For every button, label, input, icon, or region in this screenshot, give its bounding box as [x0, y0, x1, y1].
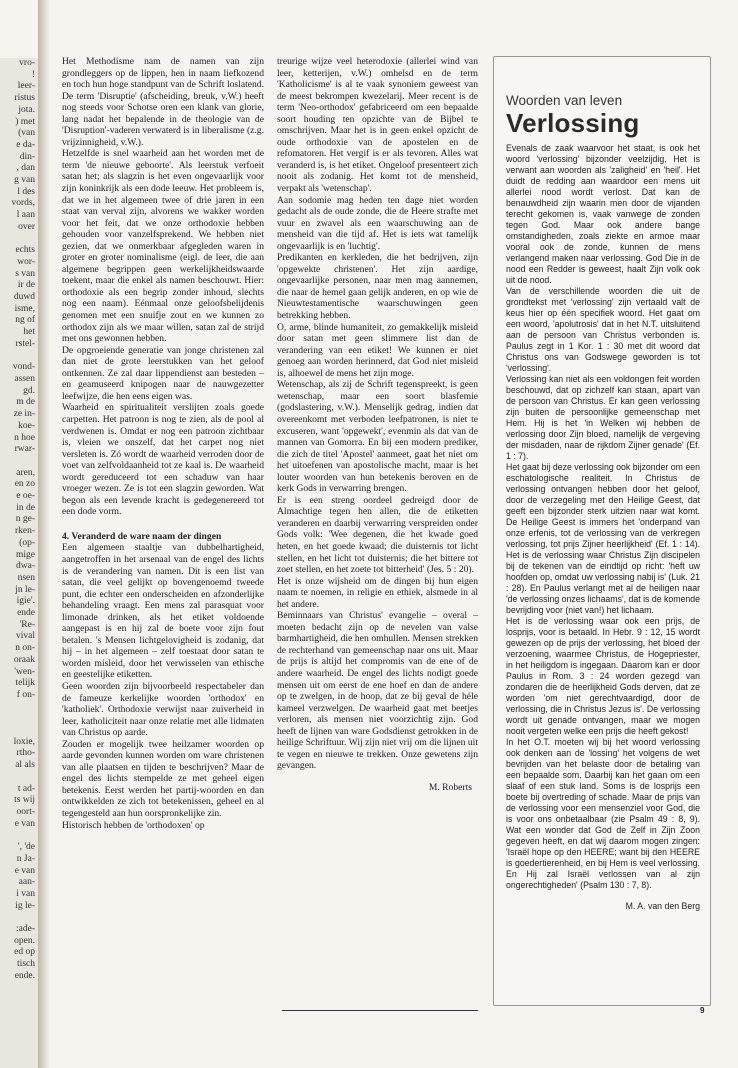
- bleed-line: vro-: [19, 58, 35, 68]
- col2-paragraph: Predikanten en kerkleden, die het bedrijven, zijn 'opgewekte christenen'. Het zijn aardige, ongevaarlijke personen, naar men mag aannemen, die naar de hemel gaan gelijk anderen, en op wie de Nieuwtestamentische waarschuwingen geen betrekking hebben.: [277, 252, 478, 322]
- bleed-line: ristus: [14, 93, 35, 104]
- bleed-line: ze in-: [13, 409, 35, 420]
- bleed-line: ) met: [15, 116, 35, 127]
- col2-paragraph: O, arme, blinde humaniteit, zo gemakkelijk misleid door satan met geen slimmere list dan de verandering van een etiket! We kunnen er niet genoeg aan worden herinnerd, dat God niet misleid is, alhoewel de mens het zijn moge.: [277, 321, 478, 379]
- bleed-line: het: [23, 327, 35, 338]
- bleed-line: [0, 234, 38, 246]
- sidebar-text: [506, 143, 700, 912]
- bleed-line: e da-: [16, 139, 35, 150]
- sidebar-paragraph: Het gaat bij deze verlossing ook bijzonder om een eschatologische realiteit. In Christus de verlossing ontvangen hebben door het geloof, door de verzegeling met den Heilige Geest, dat geeft een bijzonder sterk uitzien naar wat komt. De Heilige Geest is immers het 'onderpand van onze erfenis, tot de verlossing van de verkregen verlossing, tot prijs Zijner heerlijkheid' (Ef. 1 : 14). Het is de verlossing waar Christus Zijn discipelen bij de tekenen van de eindtijd op richt: 'heft uw hoofden op, omdat uw verlossing nabij is' (Luk. 21 : 28). En Paulus verlangt met al de heiligen naar 'de verlossing onzes lichaams', dat is de komende bevrijding voor (niet van!) het lichaam.: [506, 462, 700, 615]
- bleed-line: [0, 912, 38, 924]
- col2-paragraph: treurige wijze veel heterodoxie (allerlei wind van leer, ketterijen, v.W.) omhelsd en de term 'Katholicisme' is al te vaak synoniem geweest van de meest bekrompen kwezelarij. Meer recent is de term 'Neo-orthodox' gefabriceerd om een bepaalde soort houding ten opzichte van de Bijbel te omschrijven. Maar het is in geen enkel opzicht de oude orthodoxie van de apostelen en de refomatoren. Het vergif is er als tevoren. Alles wat veranderd is, is het etiket. Ongeloof presenteert zich nooit als zodanig. Het komt tot de mensheid, verpakt als 'wetenschap'.: [277, 56, 478, 195]
- section-heading: 4. Veranderd de ware naam der dingen: [62, 530, 222, 542]
- page-number: 9: [700, 1006, 705, 1015]
- bleed-line: g van: [14, 175, 35, 186]
- bleed-line: [0, 456, 38, 468]
- col1-paragraph: Het Methodisme nam de namen van zijn grondleggers op de lippen, hen in naam liefkozend en toch hun hoge standpunt van de Schrift loslatend. De term 'Disruptie' (afscheiding, breuk, v.W.) heeft nog steeds voor Schotse oren een klank van glorie, lang nadat het bepalende in de theologie van de 'Disruption'-vaderen verwaterd is in liberalisme (z.g. vrijzinnigheid, v.W.).: [62, 56, 264, 148]
- sidebar-paragraph: In het O.T. moeten wij bij het woord verlossing ook denken aan de 'lossing' het volgens de wet bevrijden van het belaste door de betaling van een bepaalde som. Daarbij kan het gaan om een slaaf of een stuk land. Soms is de losprijs een boete bij overtreding of schade. Maar de prijs van de verlossing voor een mensenziel voor God, die is voor ons onbetaalbaar (zie Psalm 49 : 8, 9). Wat een wonder dat God de Zelf in Zijn Zoon gegeven heeft, en dat wij daarom mogen zingen: 'Israël hope op den HEERE; want bij den HEERE is goedertierenheid, en bij Hem is veel verlossing. En Hij zal Israël verlossen van al zijn ongerechtigheden' (Psalm 130 : 7, 8).: [506, 737, 700, 890]
- bleed-line: [0, 830, 38, 842]
- sidebar-signature: M. A. van den Berg: [625, 901, 700, 911]
- col1-paragraph: Een algemeen staaltje van dubbelhartigheid, aangetroffen in het arsenaal van de engel des lichts is de verandering van namen. Dit is een list van satan, die veel gelijkt op bovengenoemd tweede punt, die echter een onderscheiden en afzonderlijke behandeling vraagt. Een mens zal parasquat voor limonade drinken, als het etiket voldoende aangepast is en hij zal de boete voor zijn fout betalen. 's Mensen lichtgelovigheid is zodanig, dat hij – in het algemeen – zelf toestaat door satan te worden misleid, door het verwisselen van ethische en geestelijke etiketten.: [62, 542, 264, 681]
- bleed-line: jn le-: [15, 584, 35, 595]
- article-signature: M. Roberts: [428, 781, 472, 793]
- bleed-line: n hoe: [14, 432, 35, 443]
- bleed-line: over: [18, 221, 35, 232]
- bleed-line: wor-: [17, 256, 35, 267]
- bleed-line: :ade-: [16, 924, 35, 935]
- col1-paragraph: De opgroeiende generatie van jonge christenen zal dan niet de grote leerstukken van het geloof ontkennen. Ze zal daar lippendienst aan besteden – en geamuseerd knipogen naar de nauwgezetter leefwijze, die hen eens eigen was.: [62, 344, 264, 402]
- previous-page-bleed: [0, 58, 38, 1068]
- bleed-line: rken-: [14, 526, 35, 537]
- bleed-line: assen: [14, 373, 35, 384]
- bleed-line: ende.: [14, 970, 35, 981]
- bleed-line: oraak: [13, 654, 35, 665]
- col2-paragraph: Beminnaars van Christus' evangelie – overal – moeten bedacht zijn op de nevelen van valse barmhartigheid, die hen omhullen. Mensen strekken de rechterhand van gemeenschap naar ons uit. Maar de prijs is altijd het compromis van de ene of de andere waarheid. De engel des lichts nodigt goede mensen uit om eerst de ene hoef en dan de andere op te zwelgen, in de hoop, dat ze bij geval de héle kameel verzwelgen. De waarheid gaat met beetjes verloren, als mensen niet voorzichtig zijn. God heeft de lijnen van ware Godsdienst getrokken in de heilige Schriftuur. Wij zijn niet vrij om die lijnen uit te vegen en nieuwe te trekken. Onze gewetens zijn gevangen.: [277, 610, 478, 772]
- bleed-line: koe-: [18, 420, 35, 431]
- bleed-line: rwar-: [14, 444, 35, 455]
- sidebar-paragraph: Het is de verlossing waar ook een prijs, de losprijs, voor is betaald. In Hebr. 9 : 12, 15 wordt gewezen op de prijs der verlossing, het bloed der verzoening, waarmee Christus, de Hogepriester, in het heiligdom is ingegaan. Daarom kan er door Paulus in Rom. 3 : 24 worden gezegd van zondaren die de heerlijkheid Gods derven, dat ze worden 'om niet gerechtvaardigd, door de verlossing, die in Christus Jezus is'. De verlossing wordt uit genade ontvangen, maar we mogen nooit vergeten welke een prijs die heeft gekost!: [506, 616, 700, 736]
- column-end-rule: [282, 1010, 478, 1011]
- bleed-line: 'wen-: [14, 666, 35, 677]
- article-column-2: [277, 56, 478, 793]
- bleed-line: !: [31, 69, 35, 80]
- bleed-line: din-: [19, 151, 35, 162]
- col2-paragraph: Wetenschap, als zij de Schrift tegenspreekt, is geen wetenschap, maar een soort blasfemie (godslastering, v.W.). Menselijk gedrag, indien dat overeenkomt met verboden leefpatronen, is niet te excuseren, want 'opgewekt', evenmin als dat van de mannen van Gomorra. En bij een modern prediker, die zich de titel 'Apostel' aanmeet, gaat het niet om het uitoefenen van apostolische macht, maar is het louter woorden van hun betekenis beroven en de kerk Gods in verwarring brengen.: [277, 379, 478, 495]
- bleed-line: e van: [14, 865, 35, 876]
- bleed-line: nsen: [17, 572, 35, 583]
- bleed-line: [0, 772, 38, 784]
- bleed-line: tisch: [17, 959, 35, 970]
- bleed-line: loxie,: [13, 736, 35, 747]
- bleed-line: leer-: [17, 81, 35, 92]
- paragraph-spacer: [62, 518, 264, 529]
- page-gutter: [38, 0, 50, 1068]
- bleed-line: [0, 713, 38, 725]
- bleed-line: i van: [16, 888, 35, 899]
- bleed-line: (van: [18, 128, 35, 139]
- bleed-line: jota.: [18, 104, 35, 115]
- col1-paragraph: Waarheid en spiritualiteit verslijten zoals goede carpetten. Het patroon is nog te zien, als de pool al verdwenen is. Omdat er nog een patroon zichtbaar is, vleien we onszelf, dat het carpet nog niet versleten is. Zó wordt de waarheid verroden door de voet van zelfvoldaanheid tot ze kaal is. De waarheid wordt gereduceerd tot een schaduw van haar vroeger wezen. Ze is tot een slagzin geworden. Wat begon als een levende kracht is gedegenereerd tot een dode vorm.: [62, 402, 264, 518]
- col1-paragraph: Hetzelfde is snel waarheid aan het worden met de term 'de nieuwe geboorte'. Als leerstuk verfoeit satan het; als slagzin is het even ongevaarlijk voor zijn koninkrijk als een dode leeuw. Het probleem is, dat we in het algemeen twee of drie jaren in een staat van verval zijn, alvorens we wakker worden voor het feit, dat we onze orthodoxie hebben gehouden voor vanzelfsprekend. We hebben niet gezien, dat we onmerkbaar afgegleden waren in groter en groter nominalisme (eigl. de leer, die aan algemene begrippen geen werkelijkheidswaarde toekent, maar die enkel als namen beschouwt. Hier: orthodoxie als een begrip zonder inhoud, slechts nog een naam). Eénmaal onze geloofsbelijdenis genomen met een snuifje zout en we kunnen zo orthodox zijn als we maar willen, satan zal de strijd met ons gewonnen hebben.: [62, 148, 264, 345]
- bleed-line: l aan: [16, 210, 35, 221]
- col1-paragraph: Zouden er mogelijk twee heilzamer woorden op aarde gevonden kunnen worden om ware christenen van alle plaatsen en tijden te beschrijven? Maar de engel des lichts stempelde ze met geheel eigen betekenis. Eerst werden het partij-woorden en dan ontwikkelden ze zich tot betekenissen, geheel en al tegengesteld aan hun oorspronkelijke zin.: [62, 738, 264, 819]
- bleed-line: en zo: [14, 479, 35, 490]
- col1-paragraph: Geen woorden zijn bijvoorbeeld respectabeler dan de fameuze kerkelijke woorden 'orthodox' en 'katholiek'. Orthodoxie verwijst naar zuiverheid in leer, katholiciteit naar onze relatie met alle lidmaten van Christus op aarde.: [62, 680, 264, 739]
- bleed-line: , dan: [16, 163, 35, 174]
- bleed-line: open.: [14, 935, 35, 946]
- bleed-line: ts wij: [14, 795, 35, 806]
- bleed-line: ig le-: [15, 900, 35, 911]
- bleed-line: dwa-: [16, 561, 35, 572]
- bleed-line: in de: [16, 502, 35, 513]
- col2-paragraph: Aan sodomie mag heden ten dage niet worden gedacht als de oude zonde, die de Heere strafte met vuur en zwavel als een waarschuwing aan de mensheid van die tijd af. Het is iets wat tamelijk ongevaarlijk is en 'luchtig'.: [277, 194, 478, 252]
- bleed-line: n Ja-: [16, 853, 35, 864]
- col2-paragraph: Het is onze wijsheid om de dingen bij hun eigen naam te noemen, in religie en ethiek, alsmede in al het andere.: [277, 575, 478, 610]
- bleed-line: duwd: [13, 292, 35, 303]
- sidebar-paragraph: Verlossing kan niet als een voldongen feit worden beschouwd, dat op zichzelf kan staan, apart van de persoon van Christus. Er kan geen verlossing zijn buiten de persoonlijke gemeenschap met Hem. Hij is het 'in Welken wij hebben de verlossing door Zijn bloed, namelijk de vergeving der misdaden, naar de rijkdom Zijner genade' (Ef. 1 : 7).: [506, 374, 700, 461]
- sidebar-box: [493, 56, 711, 1006]
- bleed-line: aan-: [18, 877, 35, 888]
- bleed-line: vond-: [12, 362, 35, 373]
- bleed-line: s van: [15, 268, 35, 279]
- sidebar-kicker: Woorden van leven: [506, 93, 623, 108]
- bleed-line: echts: [15, 245, 35, 256]
- bleed-line: t ad-: [17, 783, 35, 794]
- bleed-line: [0, 351, 38, 363]
- bleed-line: n ge-: [15, 514, 35, 525]
- bleed-line: isme,: [14, 303, 35, 314]
- bleed-line: ', 'de: [17, 842, 35, 853]
- bleed-line: igie'.: [16, 596, 35, 607]
- bleed-line: e oe-: [16, 491, 35, 502]
- article-column-1: [62, 56, 264, 831]
- bleed-line: al als: [15, 760, 35, 771]
- col2-paragraph: Er is een streng oordeel gedreigd door de Almachtige tegen hen allen, die de etiketten veranderen en daarbij verwarring verspreiden onder Gods volk: 'Wee degenen, die het kwade goed heten, en het goede kwaad; die duisternis tot licht stellen, en het licht tot duisternis; die het bittere tot zoet stellen, en het zoete tot bitterheid' (Jes. 5 : 20).: [277, 494, 478, 576]
- bleed-line: ende: [17, 608, 35, 619]
- bleed-line: telijk: [15, 678, 35, 689]
- bleed-line: n on-: [15, 643, 35, 654]
- bleed-line: e van: [14, 818, 35, 829]
- bleed-line: ng of: [15, 315, 35, 326]
- bleed-line: vival: [16, 631, 35, 642]
- col1-paragraph: Historisch hebben de 'orthodoxen' op: [62, 819, 205, 831]
- bleed-line: [0, 702, 38, 714]
- bleed-line: 'Re-: [19, 619, 35, 630]
- sidebar-content: [506, 93, 700, 912]
- bleed-line: l des: [17, 186, 35, 197]
- sidebar-paragraph: Evenals de zaak waarvoor het staat, is ook het woord 'verlossing' bijzonder veelzijdig. Het is verwant aan woorden als 'zaligheid' en 'heil'. Het duidt de redding aan waardoor een mens uit allerlei nood wordt verlost. Dat kan de benauwdheid zijn waarin men door de vijanden terecht gekomen is, vaak vanwege de zonden tegen God. Maar ook andere bange omstandigheden, zoals ziekte en armoe maar vooral ook de zonde, kunnen de mens verlangend maken naar verlossing. God Die in de nood een Redder is geweest, haalt Zijn volk ook uit de nood.: [506, 143, 700, 285]
- bleed-line: (op-: [19, 537, 35, 548]
- bleed-line: gd.: [23, 385, 35, 396]
- sidebar-title: Verlossing: [506, 108, 640, 138]
- bleed-line: vords,: [11, 198, 35, 209]
- bleed-line: mige: [16, 549, 35, 560]
- bleed-line: [0, 725, 38, 737]
- bleed-line: rtho-: [16, 748, 35, 759]
- sidebar-paragraph: Van de verschillende woorden die uit de grondtekst met 'verlossing' zijn vertaald valt de keus hier op één specifiek woord. Het gaat om een woord, 'apolutrosis' dat in het N.T. uitsluitend aan de persoon van Christus verbonden is. Paulus zegt in 1 Kor. 1 : 30 met dit woord dat Christus ons van Godswege geworden is tot 'verlossing'.: [506, 286, 700, 373]
- bleed-line: f on-: [16, 689, 35, 700]
- bleed-line: m de: [16, 397, 35, 408]
- bleed-line: oort-: [16, 807, 35, 817]
- bleed-line: aren,: [16, 467, 35, 478]
- bleed-line: ir de: [17, 280, 35, 291]
- bleed-line: rstel-: [15, 338, 35, 349]
- bleed-line: ed op: [14, 947, 35, 958]
